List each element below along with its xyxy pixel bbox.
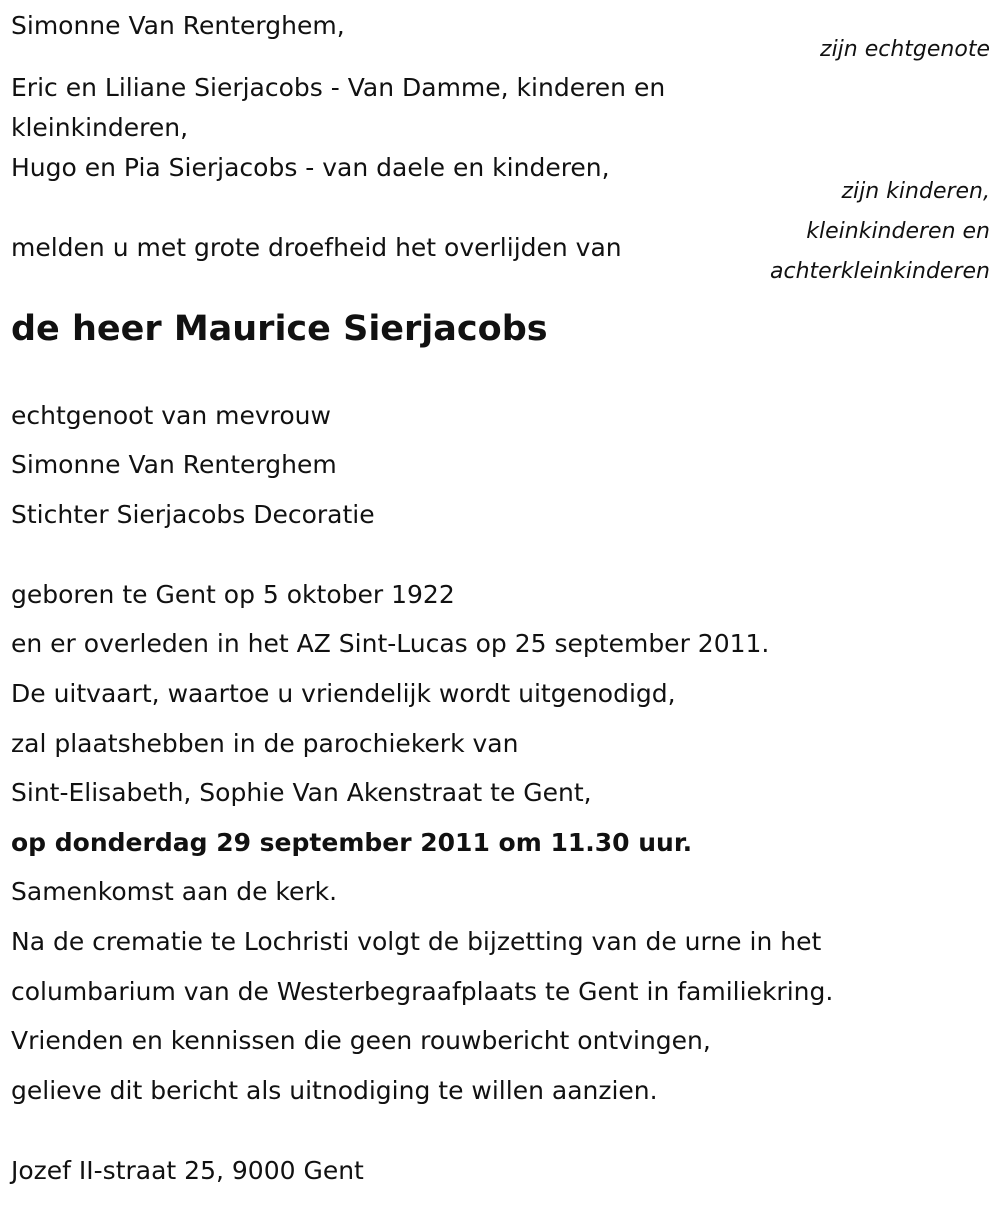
children-role-2: kleinkinderen en: [806, 219, 990, 244]
spouse-role: zijn echtgenote: [820, 37, 990, 62]
children-line-3: Hugo en Pia Sierjacobs - van daele en kinderen,: [11, 153, 610, 182]
announcement-text: melden u met grote droefheid het overlijden van: [11, 233, 622, 262]
cremation-line-2: columbarium van de Westerbegraafplaats te Gent in familiekring.: [11, 977, 834, 1006]
birth-line: geboren te Gent op 5 oktober 1922: [11, 580, 455, 609]
deceased-detail-1: echtgenoot van mevrouw: [11, 401, 331, 430]
spouse-name: Simonne Van Renterghem,: [11, 11, 345, 40]
children-line-2: kleinkinderen,: [11, 113, 189, 142]
children-line-1: Eric en Liliane Sierjacobs - Van Damme, kinderen en: [11, 73, 666, 102]
church-line: zal plaatshebben in de parochiekerk van: [11, 729, 519, 758]
deceased-detail-2: Simonne Van Renterghem: [11, 450, 337, 479]
death-line: en er overleden in het AZ Sint-Lucas op 25 september 2011.: [11, 629, 770, 658]
church-address-line: Sint-Elisabeth, Sophie Van Akenstraat te Gent,: [11, 778, 592, 807]
deceased-detail-3: Stichter Sierjacobs Decoratie: [11, 500, 375, 529]
funeral-date-line: op donderdag 29 september 2011 om 11.30 uur.: [11, 828, 693, 857]
notice-line-2: gelieve dit bericht als uitnodiging te willen aanzien.: [11, 1076, 658, 1105]
cremation-line-1: Na de crematie te Lochristi volgt de bijzetting van de urne in het: [11, 927, 822, 956]
children-role-1: zijn kinderen,: [841, 179, 990, 204]
gathering-line: Samenkomst aan de kerk.: [11, 877, 338, 906]
notice-line-1: Vrienden en kennissen die geen rouwbericht ontvingen,: [11, 1026, 711, 1055]
address-line: Jozef II-straat 25, 9000 Gent: [11, 1156, 364, 1185]
funeral-invitation-line: De uitvaart, waartoe u vriendelijk wordt uitgenodigd,: [11, 679, 676, 708]
deceased-name: de heer Maurice Sierjacobs: [11, 309, 548, 349]
children-role-3: achterkleinkinderen: [770, 259, 990, 284]
